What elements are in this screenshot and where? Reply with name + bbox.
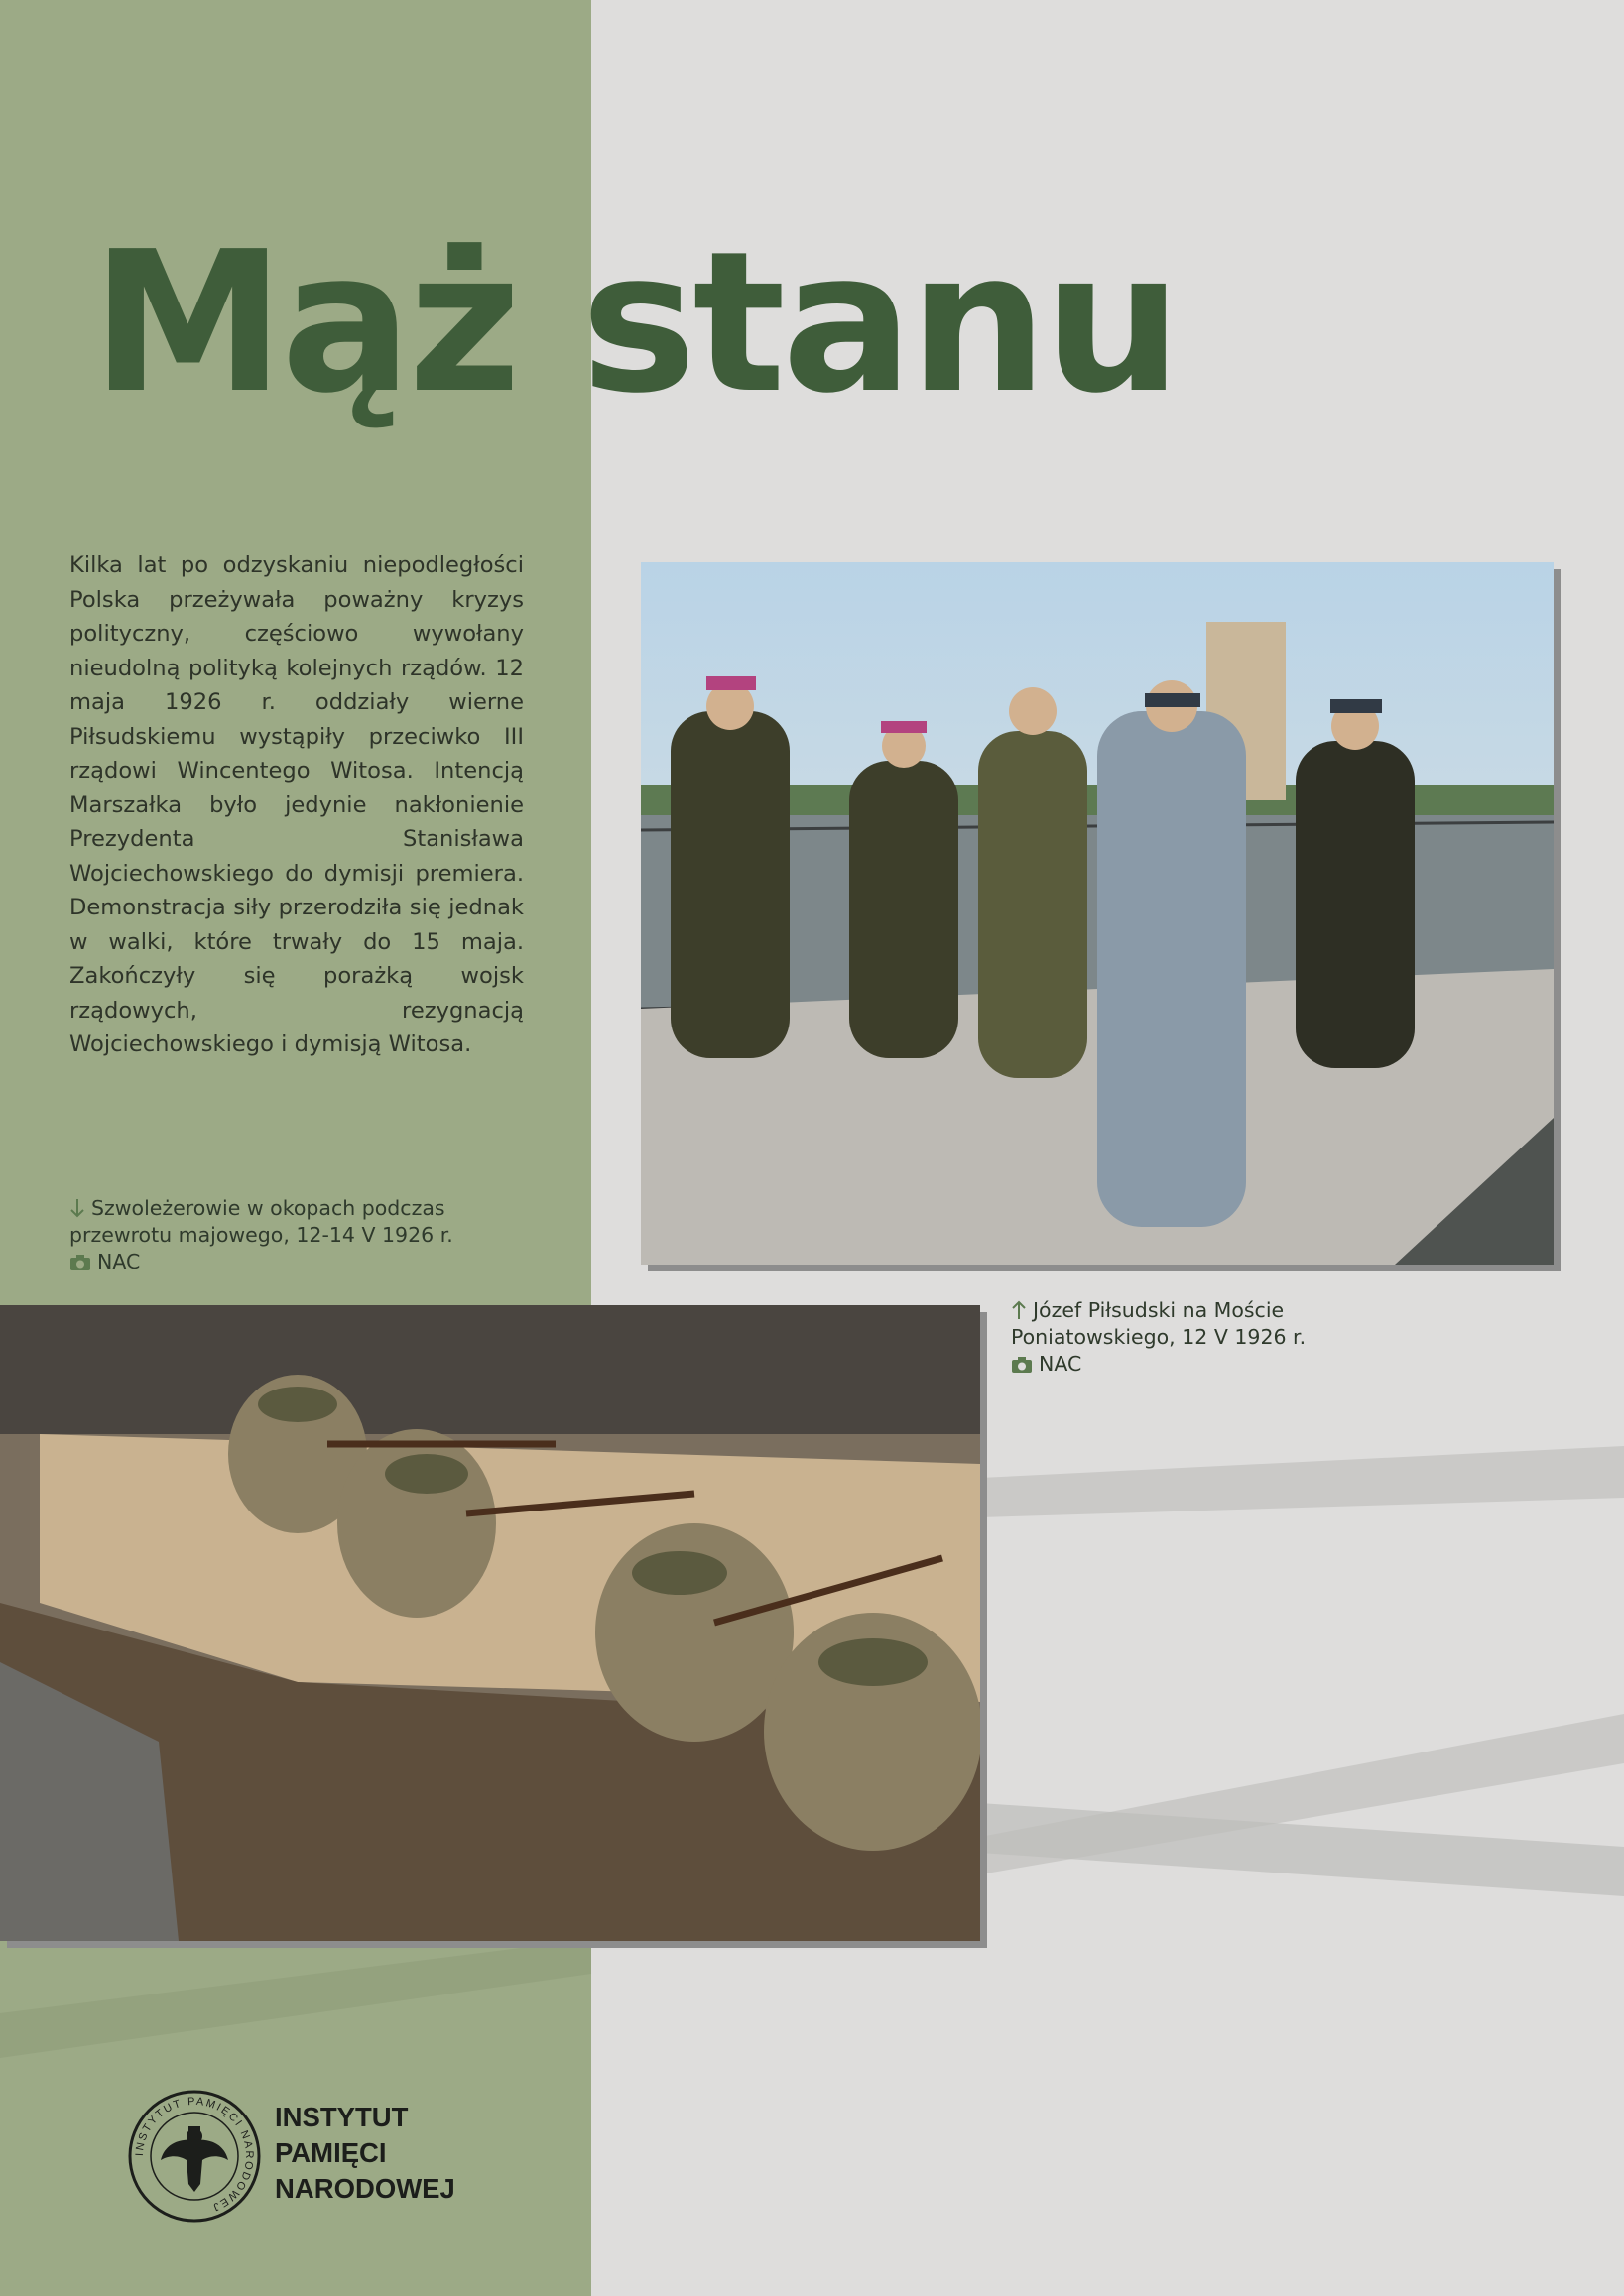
caption-bridge-photo	[1011, 1297, 1306, 1378]
caption-trench-line1: Szwoleżerowie w okopach podczas	[91, 1196, 445, 1220]
institution-name	[275, 2100, 455, 2207]
page-title: Mąż stanu	[91, 210, 1179, 436]
arrow-up-icon	[1011, 1300, 1027, 1320]
svg-text:INSTYTUT PAMIĘCI NARODOWEJ: INSTYTUT PAMIĘCI NARODOWEJ	[133, 2095, 256, 2214]
institution-line1: INSTYTUT	[275, 2102, 409, 2132]
photo-soldiers-trench	[0, 1305, 980, 1941]
ipn-seal-logo	[127, 2089, 262, 2224]
camera-icon	[1011, 1356, 1033, 1374]
caption-trench-photo	[69, 1195, 453, 1275]
caption-bridge-source: NAC	[1039, 1352, 1082, 1376]
camera-icon	[69, 1254, 91, 1271]
institution-line2: PAMIĘCI	[275, 2137, 387, 2168]
photo-pilsudski-bridge	[641, 562, 1554, 1265]
caption-bridge-line2: Poniatowskiego, 12 V 1926 r.	[1011, 1325, 1307, 1349]
intro-paragraph: Kilka lat po odzyskaniu niepodległości Polska przeżywała poważny kryzys polityczny, częściowo wywołany nieudolną polityką kolejnych rządów. 12 maja 1926 r. oddziały wierne Piłsudskiemu wystąpiły przeciwko III rządowi Wincentego Witosa. Intencją Marszałka było jedynie nakłonienie Prezydenta Stanisława Wojciechowskiego do dymisji premiera. Demonstracja siły przerodziła się jednak w walki, które trwały do 15 maja. Zakończyły się porażką wojsk rządowych, rezygnacją Wojciechowskiego i dymisją Witosa.	[69, 552, 524, 1057]
arrow-down-icon	[69, 1198, 85, 1218]
institution-line3: NARODOWEJ	[275, 2173, 455, 2204]
caption-trench-source: NAC	[97, 1250, 141, 1273]
caption-bridge-line1: Józef Piłsudski na Moście	[1033, 1298, 1285, 1322]
caption-trench-line2: przewrotu majowego, 12-14 V 1926 r.	[69, 1223, 453, 1247]
